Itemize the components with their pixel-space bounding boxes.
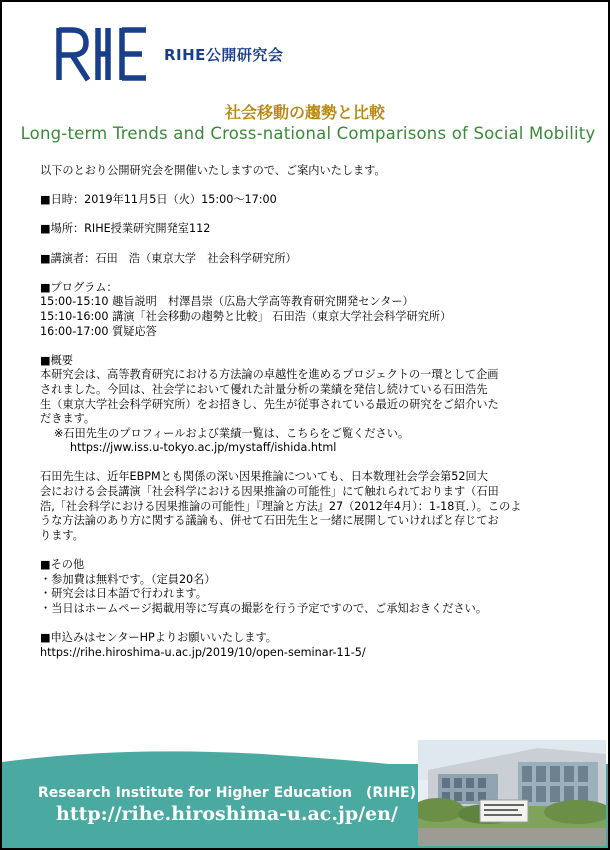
title-japanese: 社会移動の趨勢と比較 bbox=[224, 103, 385, 122]
main-content bbox=[40, 164, 580, 660]
building-photo bbox=[418, 740, 606, 846]
apply-link[interactable]: https://rihe.hiroshima-u.ac.jp/2019/10/open-seminar-11-5/ bbox=[40, 645, 366, 659]
overview-line: 会における会長講演「社会科学における因果推論の可能性」にて触れられております（石田 bbox=[40, 485, 499, 499]
overview-line: 石田先生は、近年EBPMとも関係の深い因果推論についても、日本数理社会学会第52回大 bbox=[40, 470, 488, 484]
program-item: 16:00-17:00 質疑応答 bbox=[40, 324, 157, 338]
overview-line: だきます。 bbox=[40, 412, 96, 426]
intro-text: 以下のとおり公開研究会を開催いたしますので、ご案内いたします。 bbox=[40, 164, 386, 177]
other-item: ・参加費は無料です。（定員20名） bbox=[40, 572, 216, 586]
other-heading: ■その他 bbox=[40, 558, 85, 572]
org-name: RIHE公開研究会 bbox=[164, 46, 284, 64]
other-item: ・当日はホームページ掲載用等に写真の撮影を行う予定ですので、ご承知おきください。 bbox=[40, 601, 488, 615]
overview-line: 生（東京大学社会科学研究所）をお招きし、先生が従事されている最近の研究をご紹介いた bbox=[40, 397, 499, 411]
apply-heading: ■申込みはセンターHPよりお願いいたします。 bbox=[40, 631, 277, 644]
overview-line: 本研究会は、高等教育研究における方法論の卓越性を進めるプロジェクトの一環として企画 bbox=[40, 368, 499, 382]
footer-url[interactable]: http://rihe.hiroshima-u.ac.jp/en/ bbox=[56, 803, 398, 825]
overview-line: されました。今回は、社会学において優れた計量分析の業績を発信し続けている石田浩先 bbox=[40, 382, 488, 396]
profile-note: ※石田先生のプロフィールおよび業績一覧は、こちらをご覧ください。 bbox=[54, 426, 410, 440]
overview-line: ります。 bbox=[40, 528, 84, 542]
rihe-logo bbox=[54, 24, 149, 82]
program-item: 15:10-16:00 講演「社会移動の趨勢と比較」 石田浩（東京大学社会科学研究所） bbox=[40, 309, 452, 323]
lecturer-line: ■講演者：石田 浩（東京大学 社会科学研究所） bbox=[40, 251, 297, 265]
title-english: Long-term Trends and Cross-national Comparisons of Social Mobility bbox=[20, 124, 596, 143]
overview-line: うな方法論のあり方に関する議論も、併せて石田先生と一緒に展開していければと存じてお bbox=[40, 514, 499, 528]
program-item: 15:00-15:10 趣旨説明 村澤昌崇（広島大学高等教育研究開発センター） bbox=[40, 295, 414, 309]
datetime-line: ■日時：2019年11月5日（火）15:00～17:00 bbox=[40, 193, 277, 207]
overview-line: 浩,「社会科学における因果推論の可能性」『理論と方法』27（2012年4月）：1-18頁．）。このよ bbox=[40, 499, 522, 513]
place-line: ■場所：RIHE授業研究開発室112 bbox=[40, 222, 211, 236]
profile-link[interactable]: https://jww.iss.u-tokyo.ac.jp/mystaff/ishida.html bbox=[70, 441, 337, 455]
program-heading: ■プログラム： bbox=[40, 280, 118, 294]
footer-institute-name: Research Institute for Higher Education (RIHE) bbox=[38, 785, 417, 801]
other-item: ・研究会は日本語で行われます。 bbox=[40, 587, 207, 601]
overview-heading: ■概要 bbox=[40, 353, 73, 367]
